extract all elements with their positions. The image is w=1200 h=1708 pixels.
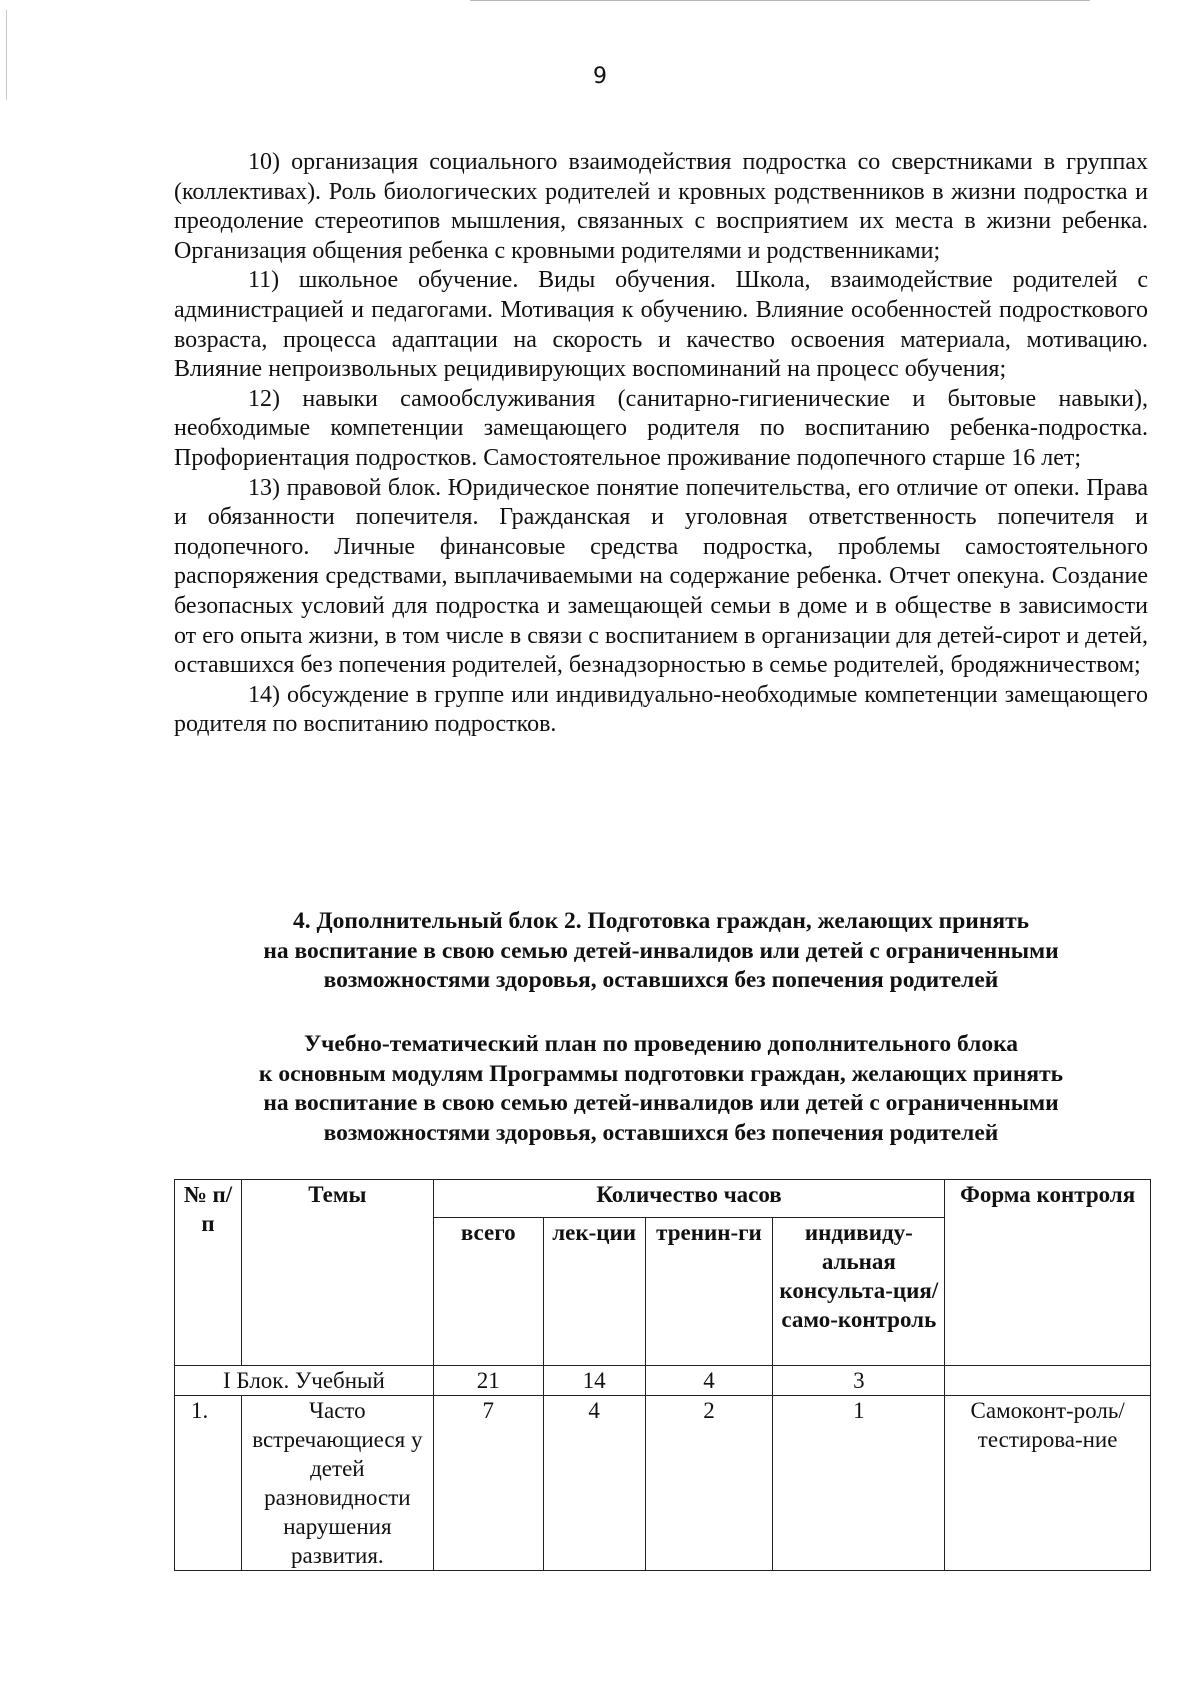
paragraph-item-14: 14) обсуждение в группе или индивидуально-необходимые компетенции замещающего родителя по воспитанию подростков. xyxy=(174,681,1148,738)
block-control xyxy=(945,1366,1151,1396)
section-heading-line: возможностями здоровья, оставшихся без попечения родителей xyxy=(323,967,999,993)
paragraph-item-10: 10) организация социального взаимодействия подростка со сверстниками в группах (коллективах). Роль биологических родителей и кровных родственников в жизни подростка и преодоление стереотипов мышления, связанных с восприятием их места в жизни ребенка. Организация общения ребенка с кровными родителями и родственниками; xyxy=(174,149,1148,264)
section-heading-line: на воспитание в свою семью детей-инвалидов или детей с ограниченными xyxy=(263,937,1059,964)
plan-heading-line: к основным модулям Программы подготовки граждан, желающих принять xyxy=(258,1060,1064,1087)
section-heading xyxy=(174,907,1148,996)
row-control: Самоконт-роль/ тестирова-ние xyxy=(945,1396,1151,1571)
paragraph-item-11: 11) школьное обучение. Виды обучения. Школа, взаимодействие родителей с администрацией и педагогами. Мотивация к обучению. Влияние особенностей подросткового возраста, процесса адаптации на скорость и качество освоения материала, мотивацию. Влияние непроизвольных рецидивирующих воспоминаний на процесс обучения; xyxy=(174,267,1148,383)
header-individual: индивиду-альная консульта-ция/само-контроль xyxy=(773,1217,945,1365)
header-topics: Темы xyxy=(241,1180,433,1366)
plan-heading-line: на воспитание в свою семью детей-инвалидов или детей с ограниченными xyxy=(263,1090,1059,1116)
page-number: 9 xyxy=(593,64,607,89)
block-total: 21 xyxy=(433,1366,543,1396)
curriculum-table xyxy=(174,1179,1151,1571)
block-trainings: 4 xyxy=(645,1366,773,1396)
block-lectures: 14 xyxy=(543,1366,645,1396)
header-total: всего xyxy=(433,1217,543,1365)
block-individual: 3 xyxy=(773,1366,945,1396)
scan-artifact-top xyxy=(470,0,1090,1)
row-num: 1. xyxy=(175,1396,242,1571)
body-text xyxy=(174,148,1148,740)
paragraph-item-13: 13) правовой блок. Юридическое понятие попечительства, его отличие от опеки. Права и обязанности попечителя. Гражданская и уголовная ответственность попечителя и подопечного. Личные финансовые средства подростка, проблемы самостоятельного распоряжения средствами, выплачиваемыми на содержание ребенка. Отчет опекуна. Создание безопасных условий для подростка и замещающей семьи в доме и в обществе в зависимости от его опыта жизни, в том числе в связи с воспитанием в организации для детей-сирот и детей, оставшихся без попечения родителей, безнадзорностью в семье родителей, бродяжничеством; xyxy=(174,474,1148,679)
table-block-row xyxy=(175,1366,1151,1396)
row-topic: Часто встречающиеся у детей разновидности нарушения развития. xyxy=(241,1396,433,1571)
table-header-row xyxy=(175,1180,1151,1218)
header-control: Форма контроля xyxy=(945,1180,1151,1366)
block-label: I Блок. Учебный xyxy=(175,1366,434,1396)
plan-heading xyxy=(174,1030,1148,1148)
header-lectures: лек-ции xyxy=(543,1217,645,1365)
section-heading-line: 4. Дополнительный блок 2. Подготовка граждан, желающих принять xyxy=(292,908,1030,934)
paragraph-item-12: 12) навыки самообслуживания (санитарно-гигиенические и бытовые навыки), необходимые компетенции замещающего родителя по воспитанию ребенка-подростка. Профориентация подростков. Самостоятельное проживание подопечного старше 16 лет; xyxy=(174,385,1148,471)
header-trainings: тренин-ги xyxy=(645,1217,773,1365)
row-trainings: 2 xyxy=(645,1396,773,1571)
header-hours: Количество часов xyxy=(433,1180,944,1218)
row-individual: 1 xyxy=(773,1396,945,1571)
table-row xyxy=(175,1396,1151,1571)
header-num: № п/п xyxy=(175,1180,242,1366)
row-lectures: 4 xyxy=(543,1396,645,1571)
plan-heading-line: Учебно-тематический план по проведению дополнительного блока xyxy=(303,1031,1019,1057)
plan-heading-line: возможностями здоровья, оставшихся без попечения родителей xyxy=(323,1119,999,1146)
row-total: 7 xyxy=(433,1396,543,1571)
